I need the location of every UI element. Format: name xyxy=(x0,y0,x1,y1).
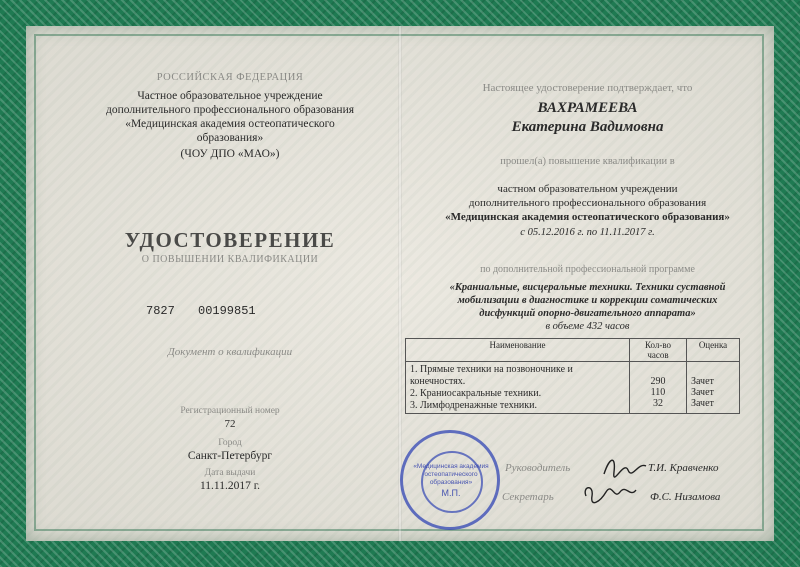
col-header-name: Наименование xyxy=(406,339,630,362)
subject-grade: Зачет xyxy=(691,398,714,409)
subject-hours: 110 xyxy=(650,387,666,398)
official-stamp xyxy=(400,430,500,530)
doc-number: 00199851 xyxy=(198,304,256,318)
table-header-row xyxy=(406,339,740,362)
head-name: Т.И. Кравченко xyxy=(648,462,719,474)
doc-type: Документ о квалификации xyxy=(167,346,293,358)
program-label: по дополнительной профессиональной программе xyxy=(480,264,695,275)
org-short-name: (ЧОУ ДПО «МАО») xyxy=(180,148,280,160)
secretary-signature xyxy=(580,480,640,510)
issue-date: 11.11.2017 г. xyxy=(199,480,261,492)
city-label: Город xyxy=(218,438,242,448)
subject-name: 3. Лимфодренажные техники. xyxy=(410,400,537,411)
head-signature xyxy=(600,452,650,482)
table-row xyxy=(406,362,740,414)
passed-text: прошел(а) повышение квалификации в xyxy=(500,156,675,167)
country-name: РОССИЙСКАЯ ФЕДЕРАЦИЯ xyxy=(156,72,304,83)
program-volume: в объеме 432 часов xyxy=(545,321,630,332)
subject-name: 1. Прямые техники на позвоночнике и конечностях. xyxy=(410,364,573,387)
subject-hours: 290 xyxy=(650,376,666,387)
subject-grade: Зачет xyxy=(691,387,714,398)
subject-hours: 32 xyxy=(653,398,663,409)
given-name: Екатерина Вадимовна xyxy=(511,119,664,135)
city: Санкт-Петербург xyxy=(187,450,273,462)
subjects-table xyxy=(405,338,740,414)
doc-series: 7827 xyxy=(146,304,175,318)
intro-text: Настоящее удостоверение подтверждает, что xyxy=(482,82,693,94)
program-line-3: дисфункций опорно-двигательного аппарата» xyxy=(479,308,696,319)
stamp-mp: М.П. xyxy=(441,488,461,498)
org-line-3: «Медицинская академия остеопатического xyxy=(125,118,335,130)
right-org-line-2: дополнительного профессионального образования xyxy=(468,197,707,209)
right-org-line-1: частном образовательном учреждении xyxy=(497,183,678,195)
org-line-2: дополнительного профессионального образования xyxy=(105,104,355,116)
surname: ВАХРАМЕЕВА xyxy=(537,100,638,116)
subject-grade: Зачет xyxy=(691,376,714,387)
secretary-label: Секретарь xyxy=(502,491,554,503)
reg-label: Регистрационный номер xyxy=(180,406,280,416)
date-label: Дата выдачи xyxy=(204,468,256,478)
col-header-hours: Кол-во часов xyxy=(630,339,687,362)
program-line-1: «Краниальные, висцеральные техники. Техники суставной xyxy=(449,282,726,293)
reg-number: 72 xyxy=(224,418,236,430)
subject-name: 2. Краниосакральные техники. xyxy=(410,388,542,399)
secretary-name: Ф.С. Низамова xyxy=(650,491,721,503)
study-period: с 05.12.2016 г. по 11.11.2017 г. xyxy=(520,227,655,238)
stamp-text: «Медицинская академия остеопатического образования» М.П. xyxy=(411,463,491,497)
org-line-4: образования» xyxy=(196,132,264,144)
doc-title: УДОСТОВЕРЕНИЕ xyxy=(124,228,336,252)
org-line-1: Частное образовательное учреждение xyxy=(137,90,323,102)
doc-subtitle: О ПОВЫШЕНИИ КВАЛИФИКАЦИИ xyxy=(141,254,319,265)
col-header-grade: Оценка xyxy=(687,339,740,362)
head-label: Руководитель xyxy=(505,462,571,474)
right-org-line-3: «Медицинская академия остеопатического образования» xyxy=(445,211,730,223)
program-line-2: мобилизации в диагностике и коррекции соматических xyxy=(457,295,718,306)
